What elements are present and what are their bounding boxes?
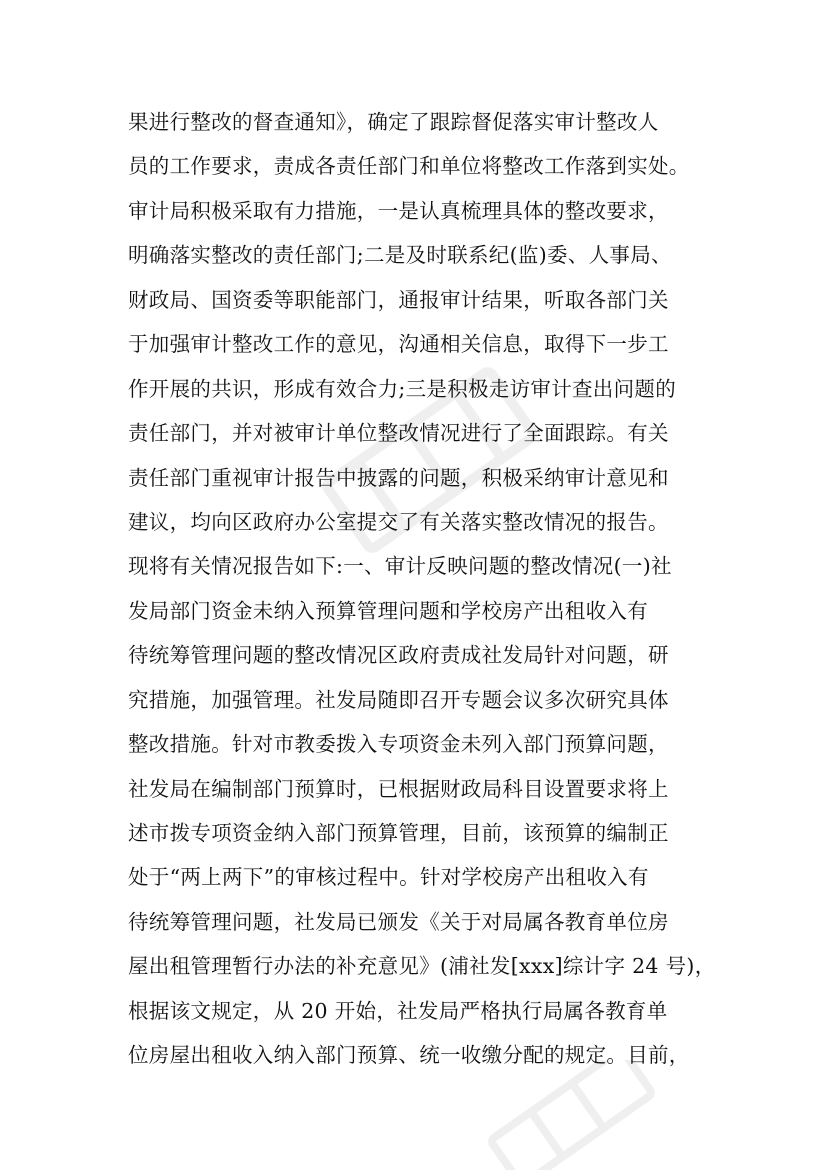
text-line: 作开展的共识，形成有效合力;三是积极走访审计查出问题的 [128, 376, 677, 401]
text-line: 果进行整改的督查通知》，确定了跟踪督促落实审计整改人 [128, 110, 659, 134]
text-line: 位房屋出租收入纳入部门预算、统一收缴分配的规定。目前， [128, 1043, 690, 1068]
text-line: 社发局在编制部门预算时，已根据财政局科目设置要求将上 [128, 776, 669, 801]
text-line: 待统筹管理问题的整改情况区政府责成社发局针对问题，研 [128, 643, 669, 668]
text-line: 究措施，加强管理。社发局随即召开专题会议多次研究具体 [128, 687, 669, 712]
text-line: 屋出租管理暂行办法的补充意见》(浦社发[xxx]综计字 24 号)， [128, 954, 716, 979]
text-line: 明确落实整改的责任部门;二是及时联系纪(监)委、人事局、 [128, 243, 672, 268]
text-line: 财政局、国资委等职能部门，通报审计结果，听取各部门关 [128, 287, 669, 312]
text-line: 处于“两上两下”的审核过程中。针对学校房产出租收入有 [128, 865, 649, 890]
text-line: 待统筹管理问题，社发局已颁发《关于对局属各教育单位房 [128, 909, 669, 934]
text-line: 整改措施。针对市教委拨入专项资金未列入部门预算问题， [128, 732, 669, 757]
text-line: 员的工作要求，责成各责任部门和单位将整改工作落到实处。 [128, 154, 690, 179]
text-line: 根据该文规定，从 20 开始，社发局严格执行局属各教育单 [128, 998, 668, 1023]
text-line: 责任部门重视审计报告中披露的问题，积极采纳审计意见和 [128, 465, 669, 490]
text-line: 述市拨专项资金纳入部门预算管理，目前，该预算的编制正 [128, 821, 669, 845]
text-line: 于加强审计整改工作的意见，沟通相关信息，取得下一步工 [128, 332, 669, 357]
text-line: 发局部门资金未纳入预算管理问题和学校房产出租收入有 [128, 598, 648, 623]
text-line: 现将有关情况报告如下:一、审计反映问题的整改情况(一)社 [128, 554, 672, 579]
text-line: 责任部门，并对被审计单位整改情况进行了全面跟踪。有关 [128, 421, 669, 446]
text-line: 审计局积极采取有力措施，一是认真梳理具体的整改要求， [128, 198, 669, 223]
text-line: 建议，均向区政府办公室提交了有关落实整改情况的报告。 [128, 509, 669, 534]
body-text [128, 100, 728, 1078]
